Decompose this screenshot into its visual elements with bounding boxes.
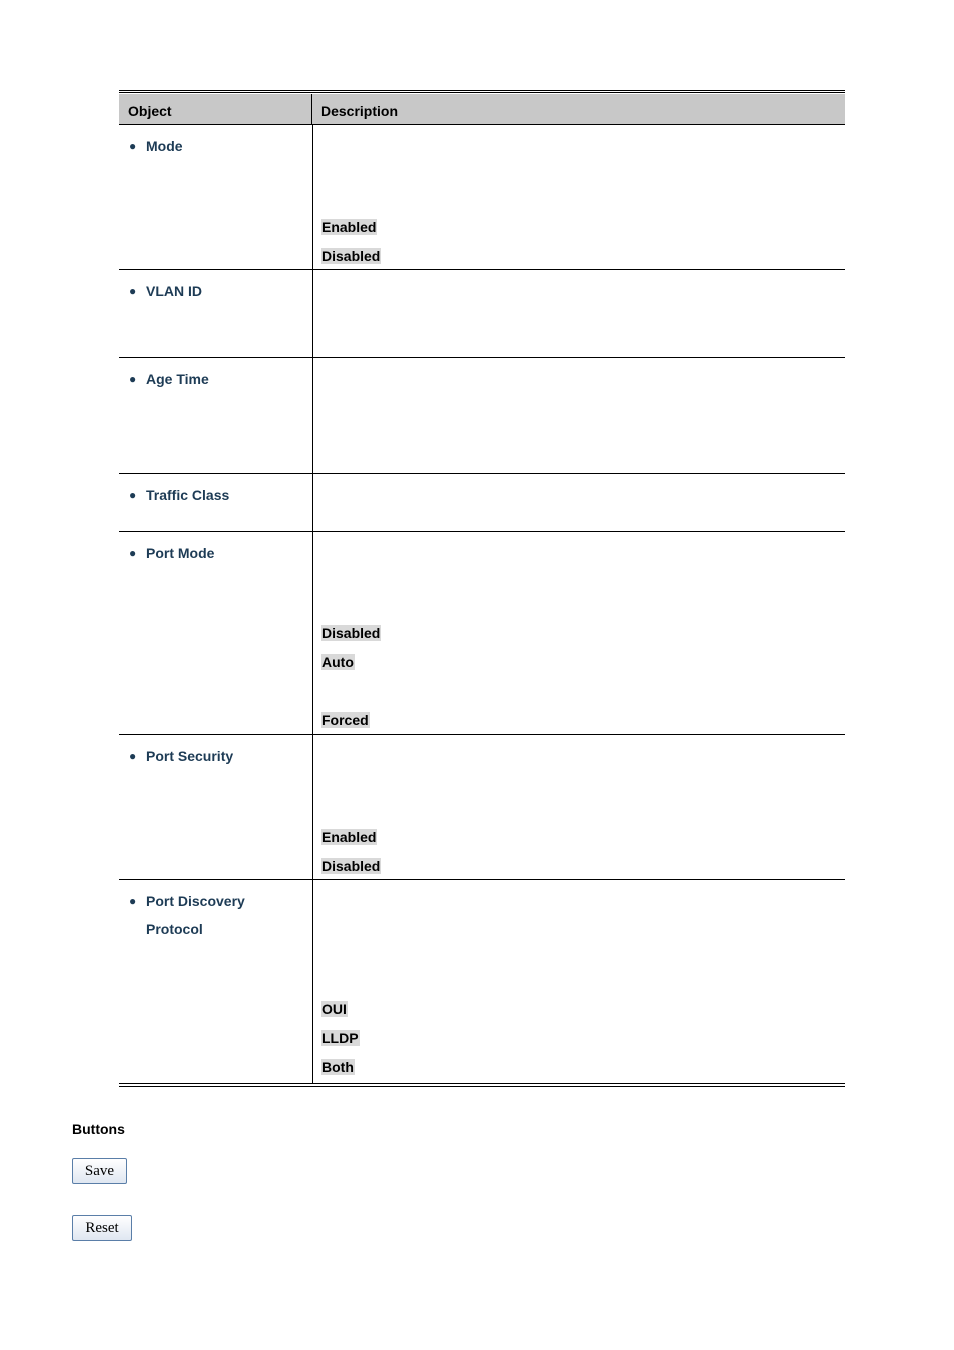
bullet-icon: ●: [129, 546, 137, 560]
table-row: [119, 358, 845, 474]
option-disabled: Disabled: [322, 248, 381, 264]
bullet-icon: ●: [129, 488, 137, 502]
object-port-mode: Port Mode: [146, 545, 215, 561]
option-auto: Auto: [322, 654, 354, 670]
table-row: [119, 880, 845, 1083]
object-traffic-class: Traffic Class: [146, 487, 230, 503]
object-port-security: Port Security: [146, 748, 234, 764]
buttons-heading: Buttons: [72, 1121, 125, 1137]
option-enabled: Enabled: [322, 219, 377, 235]
table-row: [119, 270, 845, 358]
table-row: [119, 125, 845, 270]
object-description-table: [119, 90, 845, 1087]
option-oui: OUI: [322, 1001, 347, 1017]
object-port-discovery-protocol: Port Discovery Protocol: [146, 893, 245, 937]
table-bottom-rule: [119, 1083, 845, 1087]
bullet-icon: ●: [129, 749, 137, 763]
bullet-icon: ●: [129, 139, 137, 153]
save-button[interactable]: Save: [72, 1158, 127, 1184]
table-row: [119, 474, 845, 532]
option-disabled: Disabled: [322, 625, 381, 641]
reset-button[interactable]: Reset: [72, 1215, 132, 1241]
bullet-icon: ●: [129, 372, 137, 386]
header-object: Object: [119, 94, 312, 124]
bullet-icon: ●: [129, 894, 137, 908]
option-enabled: Enabled: [322, 829, 377, 845]
table-header: [119, 94, 845, 125]
table-row: [119, 532, 845, 735]
option-both: Both: [322, 1059, 354, 1075]
object-age-time: Age Time: [146, 371, 209, 387]
option-disabled: Disabled: [322, 858, 381, 874]
table-row: [119, 735, 845, 880]
option-lldp: LLDP: [322, 1030, 359, 1046]
option-forced: Forced: [322, 712, 369, 728]
object-vlan-id: VLAN ID: [146, 283, 202, 299]
header-description: Description: [321, 103, 399, 119]
object-mode: Mode: [146, 138, 183, 154]
bullet-icon: ●: [129, 284, 137, 298]
